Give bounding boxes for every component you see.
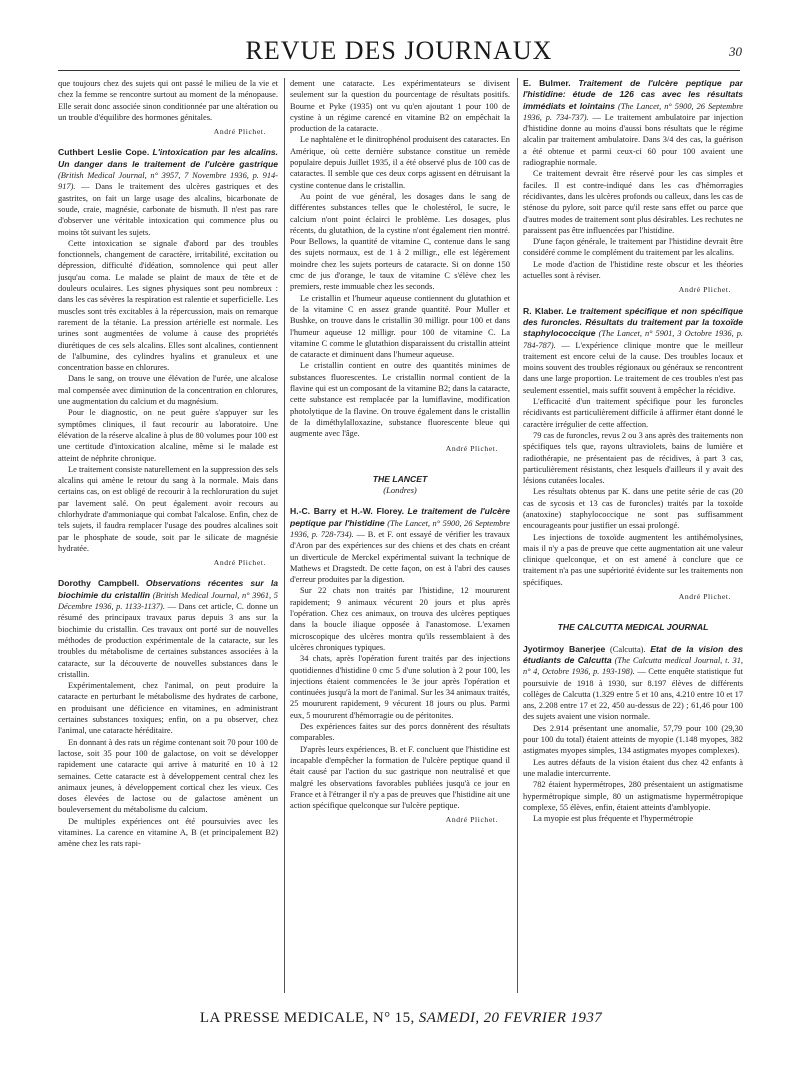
article-bulmer (523, 78, 743, 296)
paragraph: Le traitement consiste naturellement en la suppression des sels alcalins qui amène le retour du sang à la normale. Mais dans certains cas, on est obligé de recourir à la rechloruration du sujet par lavement salé. On peut également avoir recours au chlorhydrate d'ammoniaque qui combat l'alcalose. Enfin, chez de tels sujets, il faudra remplacer l'usage des poudres alcalines soit par le phosphate de soude, soit par le silicate de magnésie hydratée. (58, 464, 278, 553)
article-author: R. Klaber. (523, 305, 564, 316)
paragraph: Le cristallin contient en outre des quantités minimes de substances fluorescentes. Le cristallin normal contient de la flavine qui est un composant de la vitamine B2; dans la cataracte, cette substance est remplacée par la lumiflavine, modification photolytique de la flavine. On trouve également dans le cristallin de la diméthylalloxazine, substance fluorescente bleue qui augmente avec l'âge. (290, 361, 510, 439)
signature: André Plichet. (445, 443, 498, 453)
article-author: Jyotirmoy Banerjee (523, 643, 606, 654)
column-2 (290, 78, 510, 998)
page-number: 30 (729, 44, 742, 59)
article-cope (58, 147, 278, 568)
journal-heading: THE LANCET (372, 473, 428, 484)
signature: André Plichet. (445, 815, 498, 825)
paragraph-text: — Le traitement ambulatoire par injection d'histidine donne au moins d'aussi bons résultats que le régime alcalin par traitement ambulatoire. Dans 3/4 des cas, la guérison a été obtenue et parmi ceux-ci 60 pour 100 avaient une radiographie normale. (523, 112, 743, 168)
article-title: Traitement de l'ulcère peptique par l'histidine: étude de 126 cas avec les résultats immédiats et lointains (523, 78, 743, 111)
paragraph: 79 cas de furoncles, revus 2 ou 3 ans après des traitements non spécifiques tels que, rayons ultraviolets, bains de lumière et radiothérapie, ne présentaient pas de récidives, à part 3 cas, particulièrement résistants, chez lesquels d'ailleurs il y avait des lésions cutanées locales. (523, 430, 743, 486)
paragraph-text: — L'expérience clinique montre que le meilleur traitement est encore celui de la cause. Des troubles locaux et moins souvent des troubles régionaux ou généraux se rencontrent dans une large proportion. Le traitement de ces troubles n'est pas seulement essentiel, mais suffit souvent à empêcher la récidive. (523, 340, 743, 395)
paragraph: Cette intoxication se signale d'abord par des troubles fonctionnels, changement de caractère, irritabilité, excitation ou dépression, difficulté d'idéation, somnolence qui peut aller jusqu'au coma. Le malade se plaint de maux de tête et de douleurs oculaires. Les signes physiques sont peu nombreux : dans les cas sévères la respiration est ralentie et superficielle. Les muscles sont très excitables à la répercussion, mais on remarque rarement de la tétanie. La pression artérielle est normale. Les urines sont augmentées de volume à cause des propriétés diurétiques de ces sels alcalins. Elles sont alcalines, contiennent de l'albumine, des cylindres hyalins et granuleux et une concentration basse en chlorures. (58, 238, 278, 373)
paragraph: Sur 22 chats non traités par l'histidine, 12 moururent rapidement; 9 animaux vécurent 20 jours et plus après l'opération. Chez ces animaux, on trouva des ulcères peptiques dans la boucle iliaque opposée à l'anastomose. L'examen microscopique des ulcères montra qu'ils ressemblaient à des ulcères chroniques typiques. (290, 586, 510, 652)
article-title: Observations récentes sur la biochimie du cristallin (58, 578, 278, 600)
paragraph-text: — B. et F. ont essayé de vérifier les travaux d'Aron par des expériences sur des chiens et des chats en créant un diverticule de Merckel expérimental suivant la technique de Mathews et Dragstedt. De cette façon, on est à l'abri des causes d'erreur produites par la digestion. (290, 529, 510, 585)
article-continued (58, 78, 278, 137)
article-author: Dorothy Campbell. (58, 578, 140, 589)
article-reference: (The Lancet, n° 5900, 26 Septembre 1936, p. 728-734). (290, 518, 510, 539)
signature: André Plichet. (213, 127, 266, 137)
author-affiliation: (Calcutta). (609, 644, 646, 654)
journal-heading: THE CALCUTTA MEDICAL JOURNAL (557, 622, 709, 633)
paragraph: La myopie est plus fréquente et l'hypermétropie (533, 814, 694, 824)
article-reference: (The Lancet, n° 5901, 3 Octobre 1936, p. 784-787). (523, 329, 743, 350)
column-1 (58, 78, 278, 998)
column-divider (517, 78, 518, 993)
column-divider (284, 78, 285, 993)
article-reference: (British Medical Journal, n° 3961, 5 Décembre 1936, p. 1133-1137). (58, 590, 278, 612)
paragraph: D'après leurs expériences, B. et F. concluent que l'histidine est incapable d'empêcher la formation de l'ulcère peptique quand il était causé par l'action du suc gastrique non neutralisé et que malgré les observations favorables publiées jusqu'à ce jour en France et à l'étranger il n'y a pas de preuves que l'histidine ait une action spécifique quelconque sur l'ulcère peptique. (290, 744, 510, 811)
article-title: Le traitement spécifique et non spécifique des furoncles. Résultats du traitement par la toxoïde staphylococcique (523, 305, 743, 339)
article-campbell (58, 578, 278, 849)
article-reference: (The Calcutta medical Journal, t. 31, n° 4, Octobre 1936, p. 193-198). (523, 655, 743, 677)
paragraph (523, 78, 743, 168)
article-reference: (British Medical Journal, n° 3957, 7 Novembre 1936, p. 914-917). (58, 171, 278, 192)
paragraph: 782 étaient hypermétropes, 280 présentaient un astigmatisme hypermétropique simple, 80 un astigmatisme hypermétropique complexe, 55 élèves, enfin, étaient atteints d'amblyopie. (523, 780, 743, 812)
page-header (58, 30, 740, 70)
header-rule (58, 70, 740, 71)
paragraph: Le naphtalène et le dinitrophénol produisent des cataractes. En Amérique, où cette dernière substance constitue un remède populaire depuis Juillet 1935, il a été observé plus de 100 cas de cataractes. Il semble que ces deux corps agissent en détruisant la cystine contenue dans le cristallin. (290, 135, 510, 190)
paragraph: Au point de vue général, les dosages dans le sang de différentes substances telles que le cholestérol, le sucre, le calcium n'ont point éclairci le problème. Les dosages, plus récents, du glutathion, de la cystine n'ont également rien montré. Pour Bellows, la quantité de vitamine C, contenue dans le sang des sujets normaux, est de 1 à 2 milligr., elle est légèrement moindre chez les sujets porteurs de cataracte. Si on donne 150 cmc de jus d'orange, le taux de vitamine C s'élève chez les premiers, reste immuable chez les seconds. (290, 191, 510, 292)
signature: André Plichet. (678, 592, 731, 602)
paragraph: D'une façon générale, le traitement par l'histidine devrait être considéré comme le complément du traitement par les alcalins. (523, 237, 743, 258)
paragraph: 34 chats, après l'opération furent traités par des injections quotidiennes d'histidine 0 cmc 5 d'une solution à 2 pour 100, les injections étaient commencées le 3e jour après l'opération et continuées jusqu'à la mort de l'animal. Sur les 34 animaux traités, 25 moururent rapidement, 9 vécurent 18 jours ou plus. Parmi eux, 5 moururent d'hémorragie ou de péritonites. (290, 654, 510, 720)
paragraph: Le cristallin et l'humeur aqueuse contiennent du glutathion et de la vitamine C en assez grande quantité. Pour Muller et Bushke, on trouve dans le cristallin 30 milligr. pour 100 et dans l'humeur aqueuse 12 milligr. pour 100 de vitamine C. La vitamine C comme le glutathion disparaissent du cristallin atteint de cataracte et diminuent dans l'humeur aqueuse. (290, 293, 510, 360)
journal-location: (Londres) (383, 485, 417, 496)
article-reference: (The Lancet, n° 5900, 26 Septembre 1936, p. 734-737). (523, 101, 743, 122)
paragraph: Les injections de toxoïde augmentent les antihémolysines, mais il n'y a pas de preuve que cette augmentation ait une valeur clinique quelconque, et on est amené à conclure que ce traitement n'a pas une supériorité évidente sur les traitements non spécifiques. (523, 532, 743, 587)
footer-date: SAMEDI, 20 FEVRIER 1937 (418, 1010, 603, 1026)
running-title: REVUE DES JOURNAUX (245, 36, 553, 65)
paragraph: Les résultats obtenus par K. dans une petite série de cas (20 cas de sycosis et 13 cas de furoncles) traités par la toxoïde (anatoxine) staphylococcique ne sont pas suffisamment encourageants pour justifier un essai prolongé. (523, 487, 743, 531)
paragraph: Pour le diagnostic, on ne peut guère s'appuyer sur les symptômes cliniques, il faut recourir au laboratoire. Une élévation de la réserve alcaline à plus de 80 volumes pour 100 est une certitude d'intoxication alcaline, même si le malade est atteint de néphrite chronique. (58, 408, 278, 463)
paragraph-text: — Dans le traitement des ulcères gastriques et des gastrites, on fait un large usage des alcalins, bicarbonate de soude, craie, magnésie, carbonate de bismuth. Il n'est pas rare d'observer une véritable intoxication qui commence plus ou moins tôt suivant les sujets. (58, 182, 278, 237)
article-title: Etat de la vision des étudiants de Calcutta (523, 643, 743, 665)
paragraph: que toujours chez des sujets qui ont passé le milieu de la vie et chez la femme se rencontre surtout au moment de la ménopause. Elle serait donc associée sinon conditionnée par une altération ou un trouble d'équilibre des hormones génitales. (58, 79, 278, 122)
article-banerjee (523, 644, 743, 825)
footer-journal: LA PRESSE MEDICALE, (199, 1010, 369, 1026)
article-barry-florey (290, 506, 510, 825)
paragraph: De multiples expériences ont été poursuivies avec les vitamines. La carence en vitamine A, B (et principalement B2) amène chez les rats rapi- (58, 816, 278, 849)
paragraph: Dans le sang, on trouve une élévation de l'urée, une alcalose mal compensée avec diminution de la concentration en chlorures, une augmentation du calcium et du magnésium. (58, 374, 278, 407)
paragraph: Le mode d'action de l'histidine reste obscur et les théories actuelles sont à réviser. (523, 259, 743, 281)
article-campbell-continued (290, 78, 510, 454)
paragraph: Ce traitement devrait être réservé pour les cas simples et faciles. Il est contre-indiqué dans les cas d'hémorragies récidivantes, dans les ulcères profonds ou calleux, dans les cas de sténose du pylore, soit parce qu'il reste sans effet ou parce que d'autres modes de traitement sont plus désirables. Les rechutes ne paraissent pas être influencées par l'histidine. (523, 169, 743, 235)
paragraph: dement une cataracte. Les expérimentateurs se divisent seulement sur la question du pourcentage de résultats positifs. Bourne et Pyke (1935) ont vu qu'en ajoutant 1 pour 100 de cystine à un régime carencé en vitamine B2 on empêchait la production de la cataracte. (290, 79, 510, 134)
article-author: E. Bulmer. (523, 78, 571, 88)
paragraph (290, 506, 510, 585)
article-columns (58, 78, 744, 998)
paragraph-text: — Dans cet article, C. donne un résumé des principaux travaux parus depuis 3 ans sur la biochimie du cristallin. Ces travaux ont porté sur de nouvelles méthodes de production expérimentale de la cataracte, sur les troubles du métabolisme de certaines substances associées à la cataracte, sur la découverte de nouvelles substances dans le cristallin. (58, 602, 278, 679)
signature: André Plichet. (678, 285, 731, 295)
article-title: L'intoxication par les alcalins. Un danger dans le traitement de l'ulcère gastrique (58, 147, 278, 169)
paragraph: L'efficacité d'un traitement spécifique pour les furoncles récidivants est particulièrement difficile à affirmer étant donné le caractère irrégulier de cette affection. (523, 397, 743, 429)
article-author: Cuthbert Leslie Cope. (58, 147, 150, 158)
paragraph: Des 2.914 présentant une anomalie, 57,79 pour 100 (29,30 pour 100 du total) étaient atteints de myopie (1.148 myopes, 382 astigmates myopes simples, 134 astigmates myopes complexes). (523, 723, 743, 756)
article-title: Le traitement de l'ulcère peptique par l'histidine (290, 506, 510, 528)
paragraph (58, 147, 278, 237)
paragraph (58, 578, 278, 680)
paragraph (523, 306, 743, 396)
paragraph (523, 644, 743, 723)
article-klaber (523, 306, 743, 603)
paragraph-text: — Cette enquête statistique fut poursuivie de 1918 à 1930, sur 8.197 élèves de différents collèges de Calcutta (1.329 entre 5 et 10 ans, 4.210 entre 10 et 17 ans, 2.208 entre 17 et 22, 450 au-dessus de 22) ; 61,46 pour 100 des sujets avaient une vision normale. (523, 667, 743, 722)
footer-issue: N° 15, (372, 1010, 415, 1026)
column-3 (523, 78, 743, 998)
paragraph: Expérimentalement, chez l'animal, on peut produire la cataracte en perturbant le métabolisme des hydrates de carbone, en produisant une déficience en vitamines, en administrant certaines substances toxiques; enfin, on a pu observer, chez l'animal, une cataracte héréditaire. (58, 681, 278, 736)
paragraph: Des expériences faites sur des porcs donnèrent des résultats comparables. (290, 722, 510, 743)
paragraph: Les autres défauts de la vision étaient dus chez 42 enfants à une maladie intercurrente. (523, 757, 743, 778)
article-author: H.-C. Barry et H.-W. Florey. (290, 506, 405, 517)
paragraph: En donnant à des rats un régime contenant soit 70 pour 100 de lactose, soit 35 pour 100 de galactose, on voit se développer rapidement une cataracte qui arrive à maturité en 10 à 12 semaines. Cette cataracte est à développement central chez les animaux jeunes, à développement cortical chez les vieux. Ces doses élevées de lactose ou de galactose amènent un bouleversement du métabolisme du calcium. (58, 737, 278, 815)
page-footer (58, 1010, 744, 1027)
signature: André Plichet. (213, 558, 266, 568)
